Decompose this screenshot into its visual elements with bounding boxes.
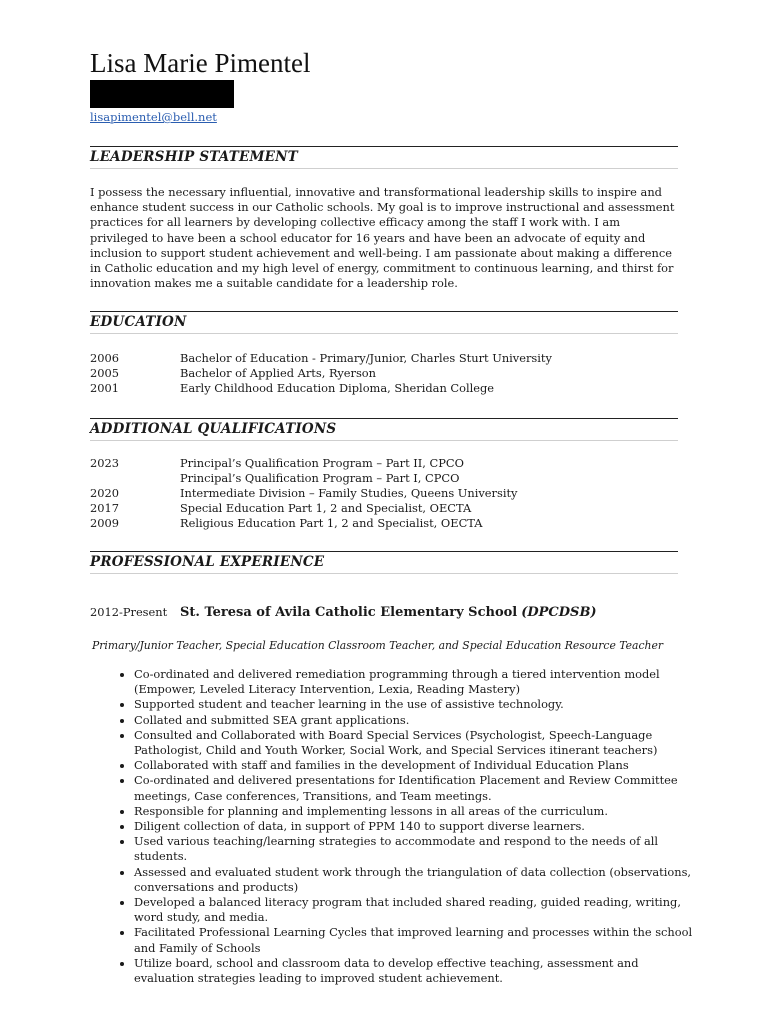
applicant-name: Lisa Marie Pimentel [90,48,311,78]
qualification-desc: Principal’s Qualification Program – Part II, CPCO [180,456,464,470]
qualification-row [90,486,690,501]
duty-item: • Assessed and evaluated student work through the triangulation of data collection (observations, conversations and products) [134,865,700,895]
duty-item: • Used various teaching/learning strategies to accommodate and respond to the needs of all students. [134,834,700,864]
qualifications-list [90,456,690,531]
duty-item: • Utilize board, school and classroom data to develop effective teaching, assessment and evaluation strategies leading to improved student achievement. [134,956,700,986]
school-district: (DPCDSB) [521,605,597,620]
qualification-row [90,471,690,486]
qualification-year [90,471,180,486]
duty-item: • Facilitated Professional Learning Cycles that improved learning and processes within the school and Family of Schools [134,925,700,955]
education-year: 2006 [90,351,119,365]
qualification-row [90,456,690,471]
duty-item: • Diligent collection of data, in support of PPM 140 to support diverse learners. [134,819,700,834]
leadership-statement: I possess the necessary influential, innovative and transformational leadership skills to inspire and enhance student success in our Catholic schools. My goal is to improve instructional and assessment practices for all learners by developing collective efficacy among the staff I work with. I am privileged to have been a school educator for 16 years and have been an advocate of equity and inclusion to support student achievement and well-being. I am passionate about making a difference in Catholic education and my high level of energy, commitment to continuous learning, and thirst for innovation makes me a suitable candidate for a leadership role. [90,185,675,291]
email-link[interactable]: lisapimentel@bell.net [90,110,217,124]
education-desc: Bachelor of Education - Primary/Junior, Charles Sturt University [180,351,552,365]
duty-item: • Supported student and teacher learning in the use of assistive technology. [134,697,700,712]
qualification-desc: Principal’s Qualification Program – Part I, CPCO [180,471,460,485]
duties-list [112,667,700,986]
education-heading: EDUCATION [90,311,678,334]
duty-item: • Consulted and Collaborated with Board Special Services (Psychologist, Speech-Language Pathologist, Child and Youth Worker, Social Work, and Special Services itinerant teachers) [134,728,700,758]
education-row [90,381,690,396]
qualification-year: 2017 [90,501,119,515]
qualification-desc: Special Education Part 1, 2 and Specialist, OECTA [180,501,472,515]
school-name: St. Teresa of Avila Catholic Elementary School [180,605,518,620]
duty-item: • Co-ordinated and delivered presentations for Identification Placement and Review Committee meetings, Case conferences, Transitions, and Team meetings. [134,773,700,803]
education-year: 2005 [90,366,119,380]
qualification-year: 2009 [90,516,119,530]
education-year: 2001 [90,381,119,395]
duty-item: • Collaborated with staff and families in the development of Individual Education Plans [134,758,700,773]
education-desc: Bachelor of Applied Arts, Ryerson [180,366,376,380]
duty-item: • Co-ordinated and delivered remediation programming through a tiered intervention model (Empower, Leveled Literacy Intervention, Lexia, Reading Mastery) [134,667,700,697]
qualification-row [90,516,690,531]
qualification-desc: Religious Education Part 1, 2 and Specialist, OECTA [180,516,483,530]
qualification-year: 2023 [90,456,119,470]
job-role: Primary/Junior Teacher, Special Education Classroom Teacher, and Special Education Resource Teacher [92,639,664,652]
job-header [90,605,690,620]
leadership-heading: LEADERSHIP STATEMENT [90,146,678,169]
duty-item: • Collated and submitted SEA grant applications. [134,713,700,728]
qualification-year: 2020 [90,486,119,500]
qualifications-heading: ADDITIONAL QUALIFICATIONS [90,418,678,441]
education-row [90,366,690,381]
education-list [90,351,690,396]
experience-heading: PROFESSIONAL EXPERIENCE [90,551,678,574]
redacted-contact-info [90,80,234,108]
job-period: 2012-Present [90,605,168,619]
qualification-desc: Intermediate Division – Family Studies, Queens University [180,486,518,500]
education-row [90,351,690,366]
duty-item: • Responsible for planning and implementing lessons in all areas of the curriculum. [134,804,700,819]
education-desc: Early Childhood Education Diploma, Sheridan College [180,381,495,395]
qualification-row [90,501,690,516]
duty-item: • Developed a balanced literacy program that included shared reading, guided reading, writing, word study, and media. [134,895,700,925]
